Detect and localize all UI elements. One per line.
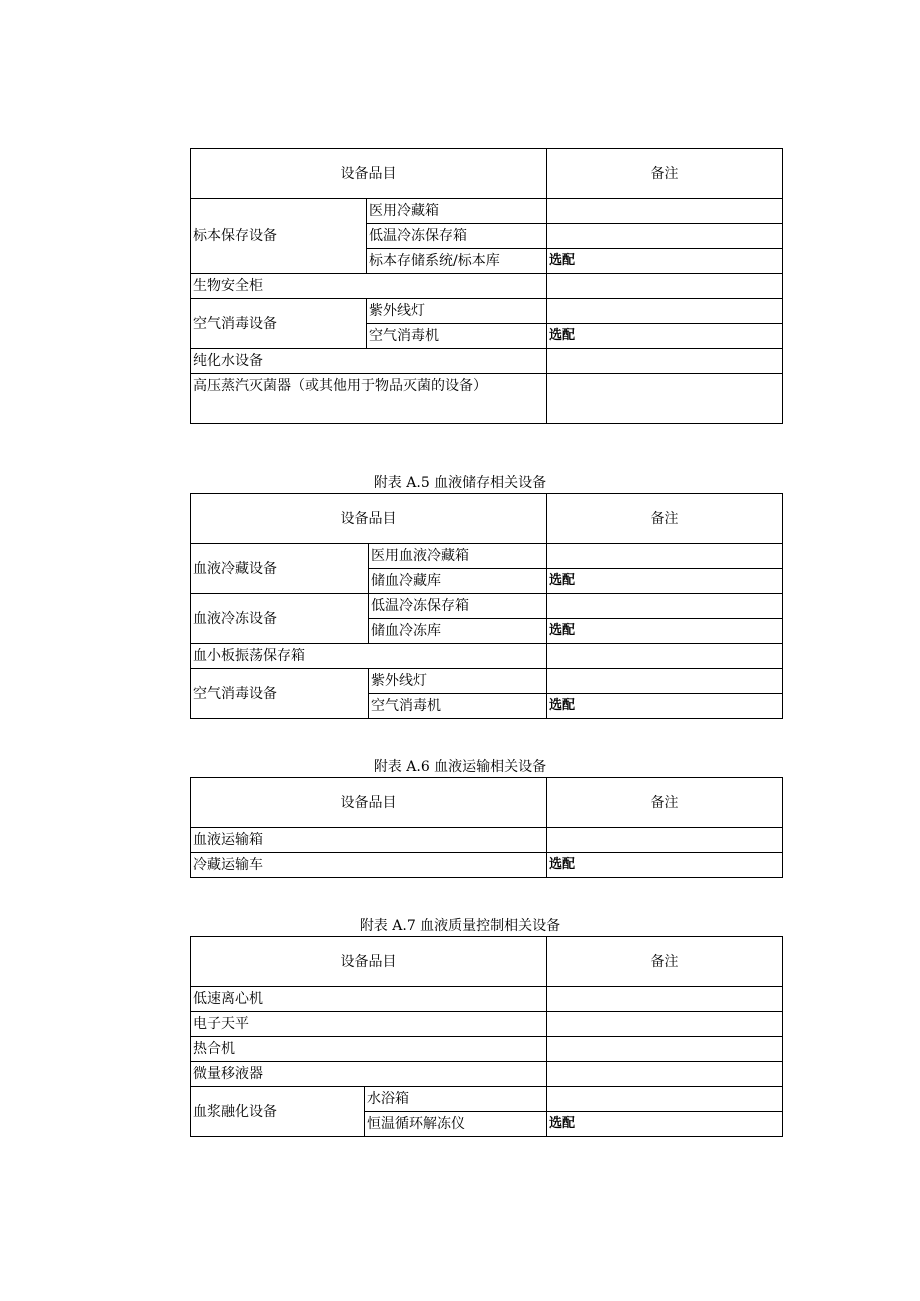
item-cell: 血小板振荡保存箱 — [191, 644, 547, 669]
item-cell: 低温冷冻保存箱 — [369, 594, 547, 619]
item-cell: 空气消毒机 — [369, 694, 547, 719]
item-cell: 微量移液器 — [191, 1062, 547, 1087]
note-cell — [547, 1062, 783, 1087]
item-cell: 血液运输箱 — [191, 828, 547, 853]
item-cell: 空气消毒机 — [367, 324, 547, 349]
note-cell — [547, 1087, 783, 1112]
group-cell: 空气消毒设备 — [191, 299, 367, 349]
note-cell — [547, 349, 783, 374]
table-header — [191, 937, 783, 987]
table-row — [191, 828, 783, 853]
item-cell: 低温冷冻保存箱 — [367, 224, 547, 249]
note-cell: 选配 — [547, 619, 783, 644]
note-cell — [547, 828, 783, 853]
item-cell: 低速离心机 — [191, 987, 547, 1012]
table-row — [191, 987, 783, 1012]
table-row — [191, 644, 783, 669]
note-cell — [547, 987, 783, 1012]
item-cell: 冷藏运输车 — [191, 853, 547, 878]
note-cell — [547, 544, 783, 569]
table-row — [191, 274, 783, 299]
group-cell: 血液冷冻设备 — [191, 594, 369, 644]
table-a5 — [190, 493, 783, 719]
note-cell — [547, 594, 783, 619]
item-cell: 标本存储系统/标本库 — [367, 249, 547, 274]
note-cell — [547, 274, 783, 299]
header-note: 备注 — [547, 937, 783, 987]
note-cell — [547, 644, 783, 669]
note-cell — [547, 224, 783, 249]
table-row — [191, 669, 783, 694]
group-cell: 血浆融化设备 — [191, 1087, 365, 1137]
item-cell: 医用血液冷藏箱 — [369, 544, 547, 569]
table-row — [191, 299, 783, 324]
group-cell: 血液冷藏设备 — [191, 544, 369, 594]
note-cell: 选配 — [547, 853, 783, 878]
note-cell — [547, 199, 783, 224]
table-row — [191, 349, 783, 374]
table-a4 — [190, 148, 783, 424]
table-a7 — [190, 936, 783, 1137]
header-note: 备注 — [547, 149, 783, 199]
item-cell: 高压蒸汽灭菌器（或其他用于物品灭菌的设备） — [191, 374, 547, 424]
item-cell: 电子天平 — [191, 1012, 547, 1037]
note-cell: 选配 — [547, 569, 783, 594]
item-cell: 紫外线灯 — [367, 299, 547, 324]
header-item: 设备品目 — [191, 149, 547, 199]
note-cell: 选配 — [547, 1112, 783, 1137]
item-cell: 医用冷藏箱 — [367, 199, 547, 224]
note-cell — [547, 1037, 783, 1062]
table-row — [191, 374, 783, 424]
note-cell — [547, 299, 783, 324]
table-header — [191, 494, 783, 544]
item-cell: 生物安全柜 — [191, 274, 547, 299]
table-row — [191, 1062, 783, 1087]
note-cell: 选配 — [547, 249, 783, 274]
note-cell: 选配 — [547, 324, 783, 349]
table-a7-caption: 附表 A.7 血液质量控制相关设备 — [359, 918, 561, 934]
note-cell — [547, 1012, 783, 1037]
header-note: 备注 — [547, 494, 783, 544]
item-cell: 热合机 — [191, 1037, 547, 1062]
group-cell: 标本保存设备 — [191, 199, 367, 274]
item-cell: 紫外线灯 — [369, 669, 547, 694]
table-row — [191, 544, 783, 569]
table-a6 — [190, 777, 783, 878]
header-item: 设备品目 — [191, 937, 547, 987]
header-note: 备注 — [547, 778, 783, 828]
note-cell — [547, 374, 783, 424]
table-row — [191, 1087, 783, 1112]
item-cell: 水浴箱 — [365, 1087, 547, 1112]
item-cell: 储血冷冻库 — [369, 619, 547, 644]
table-header — [191, 778, 783, 828]
item-cell: 恒温循环解冻仪 — [365, 1112, 547, 1137]
table-row — [191, 199, 783, 224]
table-a6-caption: 附表 A.6 血液运输相关设备 — [373, 759, 547, 775]
item-cell: 储血冷藏库 — [369, 569, 547, 594]
group-cell: 空气消毒设备 — [191, 669, 369, 719]
table-header — [191, 149, 783, 199]
header-item: 设备品目 — [191, 778, 547, 828]
table-row — [191, 594, 783, 619]
table-a5-caption: 附表 A.5 血液储存相关设备 — [373, 475, 547, 491]
table-row — [191, 853, 783, 878]
note-cell — [547, 669, 783, 694]
table-row — [191, 1012, 783, 1037]
table-row — [191, 1037, 783, 1062]
header-item: 设备品目 — [191, 494, 547, 544]
note-cell: 选配 — [547, 694, 783, 719]
item-cell: 纯化水设备 — [191, 349, 547, 374]
